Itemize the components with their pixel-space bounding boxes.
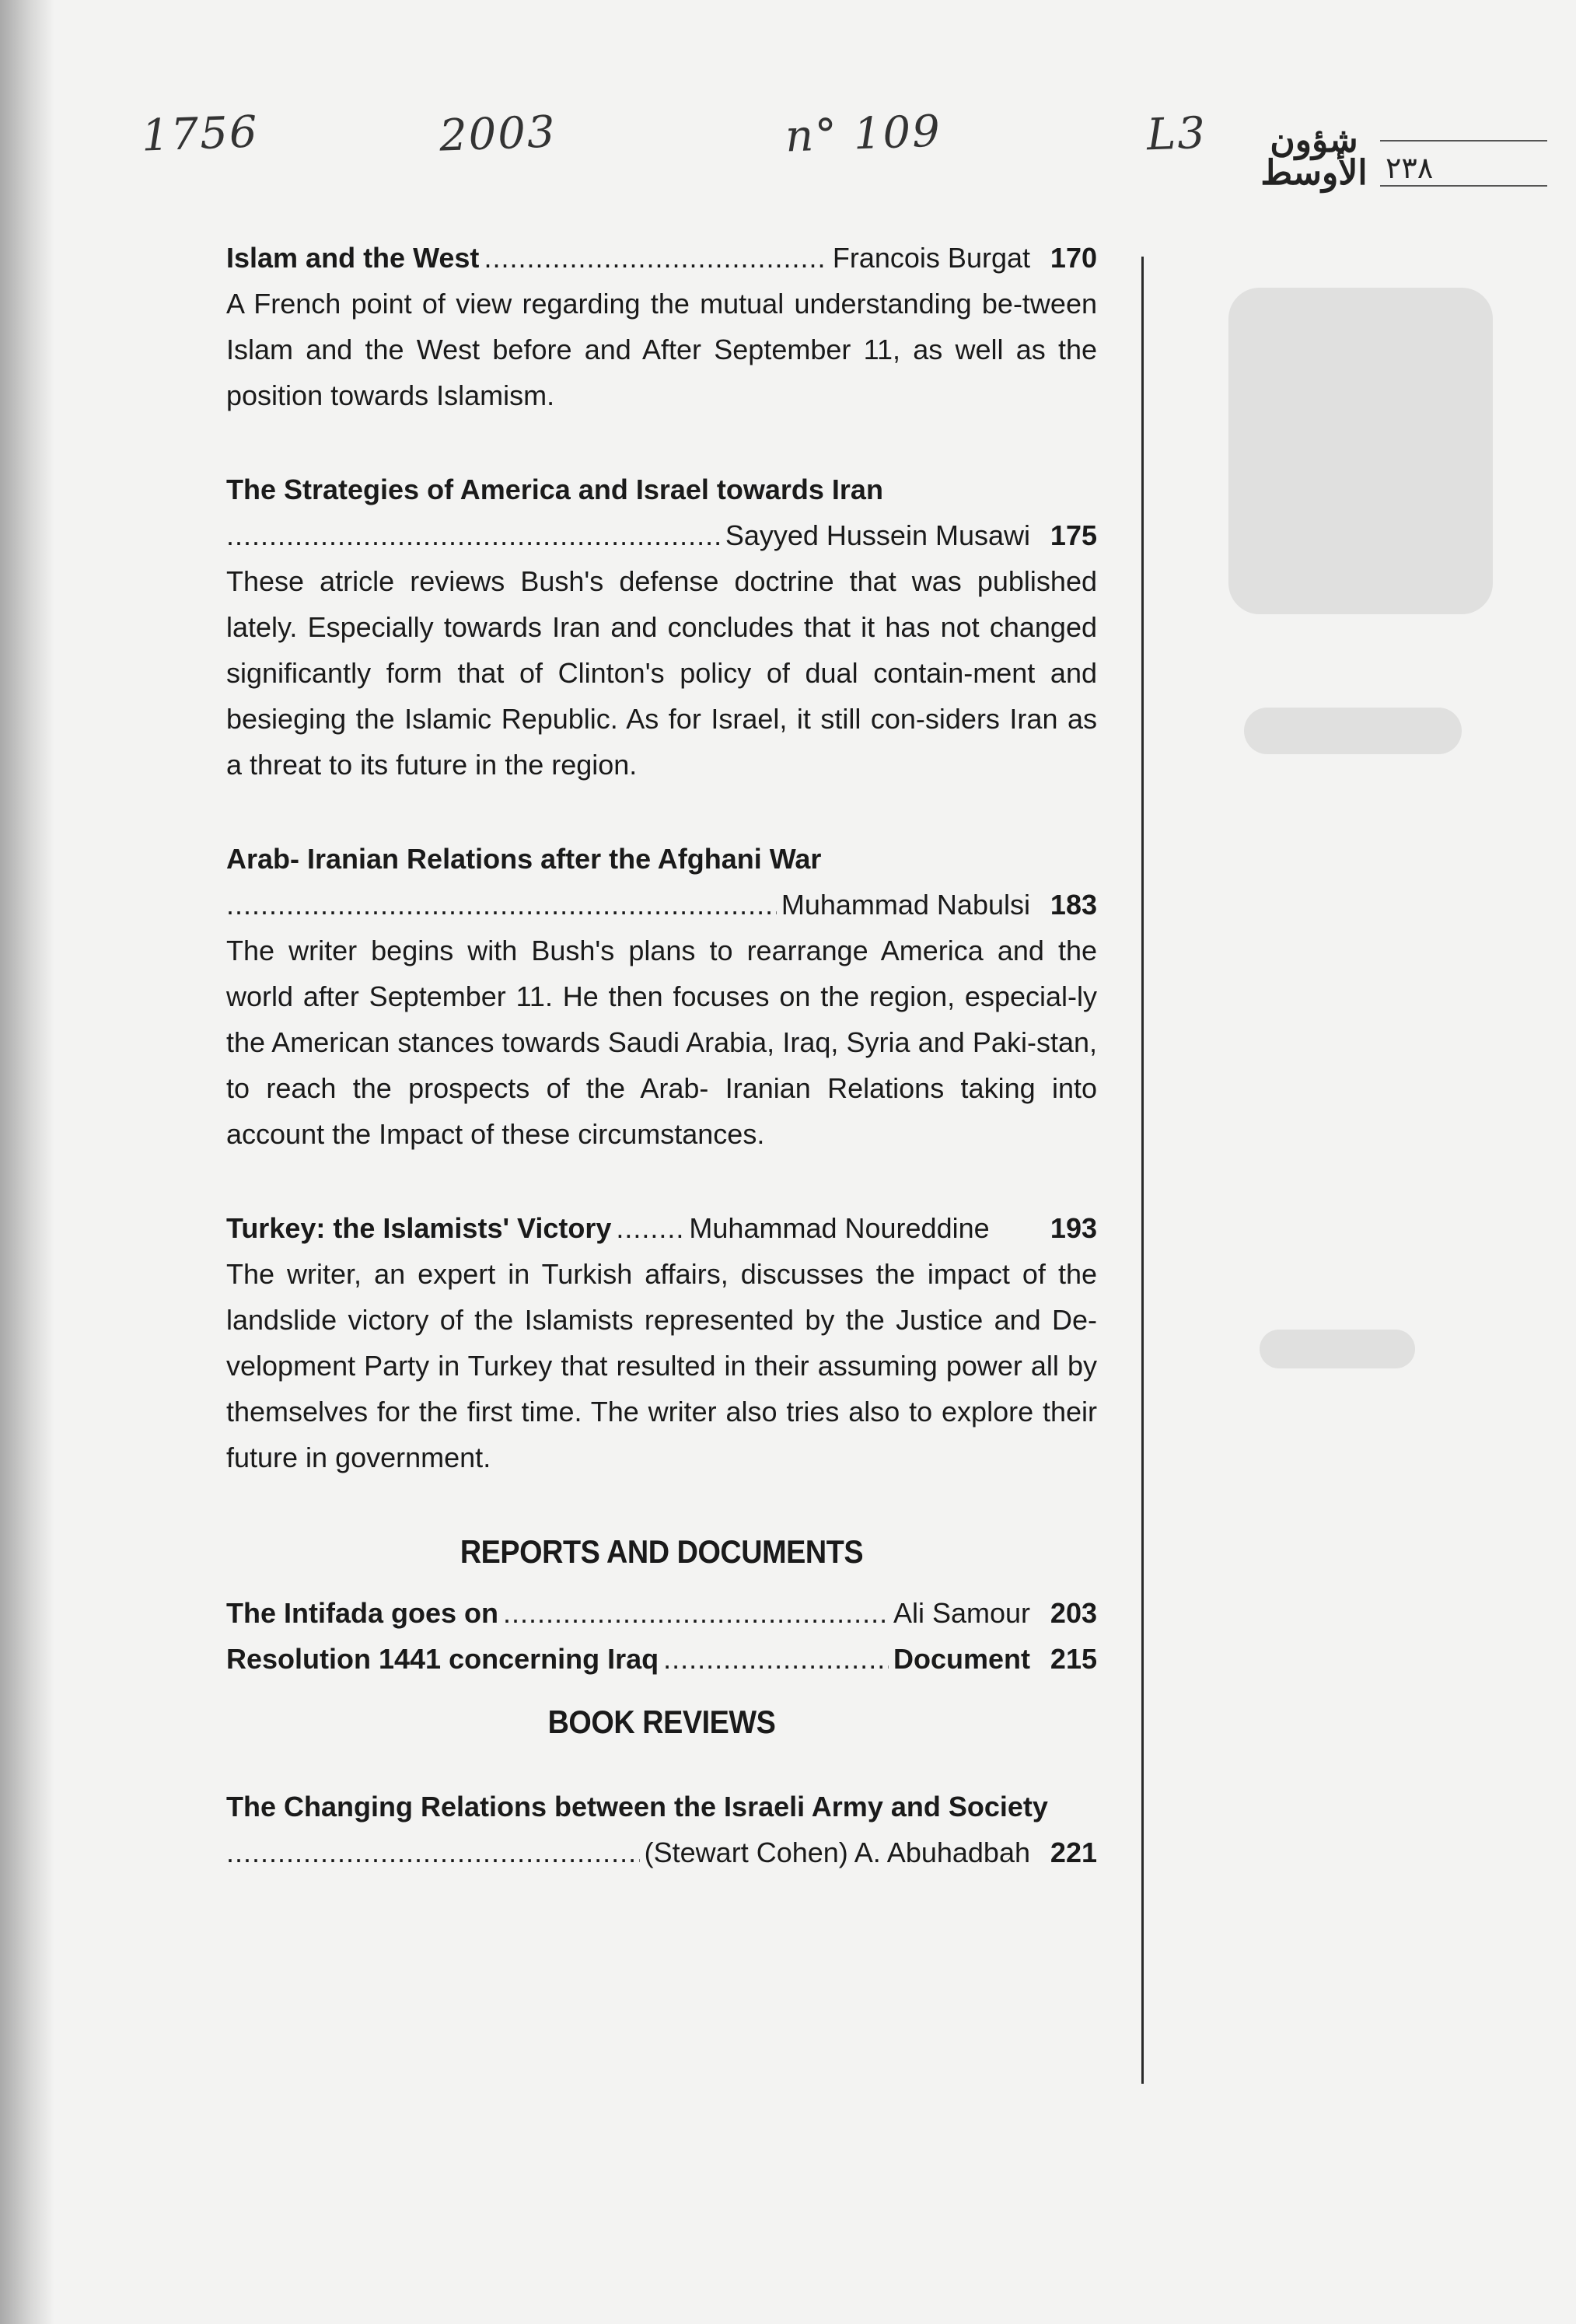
leader-dots: [226, 882, 777, 928]
article-description: A French point of view regarding the mutual understanding be-tween Islam and the West before and After September 11, as well as the position towards Islamism.: [226, 288, 1097, 411]
article-title: Turkey: the Islamists' Victory: [226, 1212, 612, 1244]
article-entry: [226, 467, 1097, 788]
article-author: Francois Burgat: [832, 242, 1030, 274]
scan-edge-shadow: [0, 0, 54, 2324]
book-reviews-heading: BOOK REVIEWS: [547, 1704, 776, 1740]
review-author: (Stewart Cohen) A. Abuhadbah: [644, 1836, 1030, 1868]
article-title: The Strategies of America and Israel towards Iran: [226, 474, 883, 505]
report-page: 203: [1050, 1597, 1097, 1629]
margin-note-1: 1756: [140, 107, 260, 162]
article-page: 183: [1050, 889, 1097, 921]
review-page: 221: [1050, 1836, 1097, 1868]
header-rule-bottom: [1380, 185, 1547, 187]
article-heading-line: [226, 467, 1097, 512]
bleed-through-artifact: [1228, 288, 1508, 1998]
journal-logo: [1252, 121, 1376, 193]
report-title: Resolution 1441 concerning Iraq: [226, 1643, 659, 1675]
article-author: Muhammad Noureddine: [689, 1212, 990, 1244]
article-heading-line: [226, 836, 1097, 882]
column-divider: [1141, 257, 1144, 2084]
leader-dots: [616, 1205, 684, 1251]
report-author: Ali Samour: [893, 1597, 1030, 1629]
leader-dots: [484, 235, 827, 281]
article-title: Islam and the West: [226, 242, 480, 274]
article-author: Muhammad Nabulsi: [781, 889, 1030, 921]
article-page: 175: [1050, 519, 1097, 551]
leader-dots: [503, 1590, 889, 1636]
report-title: The Intifada goes on: [226, 1597, 499, 1629]
margin-note-4: L3: [1145, 107, 1207, 161]
margin-note-3: n° 109: [784, 106, 942, 163]
article-author: Sayyed Hussein Musawi: [725, 519, 1030, 551]
reports-section-heading: REPORTS AND DOCUMENTS: [460, 1533, 864, 1570]
article-title: Arab- Iranian Relations after the Afghani War: [226, 843, 822, 875]
table-of-contents: [226, 235, 1097, 1875]
article-page: 170: [1050, 242, 1097, 274]
article-heading-line: [226, 235, 1097, 281]
article-description: The writer begins with Bush's plans to rearrange America and the world after September 11. He then focuses on the region, especial-ly the American stances towards Saudi Arabia, Iraq, Syria and Paki-stan, to reach the prospects of the Arab- Iranian Relations taking into account the Impact of these circumstances.: [226, 935, 1097, 1150]
journal-logo-line2: الأوسط: [1260, 153, 1368, 193]
article-entry: [226, 836, 1097, 1157]
journal-logo-line1: شؤون: [1270, 121, 1358, 160]
leader-dots: [226, 512, 721, 558]
article-description: The writer, an expert in Turkish affairs, discusses the impact of the landslide victory of the Islamists represented by the Justice and De-velopment Party in Turkey that resulted in their assuming power all by themselves for the first time. The writer also tries also to explore their future in government.: [226, 1258, 1097, 1473]
header-rule-top: [1380, 140, 1547, 142]
leader-dots: [663, 1636, 889, 1682]
article-heading-line: [226, 1205, 1097, 1251]
article-author-line: [226, 882, 1097, 928]
article-entry: [226, 1205, 1097, 1480]
margin-note-2: 2003: [438, 107, 557, 162]
article-description: These atricle reviews Bush's defense doctrine that was published lately. Especially towards Iran and concludes that it has not changed significantly form that of Clinton's policy of dual contain-ment and besieging the Islamic Republic. As for Israel, it still con-siders Iran as a threat to its future in the region.: [226, 565, 1097, 781]
report-entry: [226, 1590, 1097, 1636]
page-number: ٢٣٨: [1386, 151, 1434, 185]
report-author: Document: [893, 1643, 1030, 1675]
article-author-line: [226, 512, 1097, 558]
review-heading-line: [226, 1784, 1097, 1829]
report-entry: [226, 1636, 1097, 1682]
article-entry: [226, 235, 1097, 418]
article-page: 193: [1050, 1212, 1097, 1244]
review-title: The Changing Relations between the Israeli Army and Society: [226, 1791, 1048, 1823]
review-author-line: [226, 1829, 1097, 1875]
report-page: 215: [1050, 1643, 1097, 1675]
leader-dots: [226, 1829, 640, 1875]
